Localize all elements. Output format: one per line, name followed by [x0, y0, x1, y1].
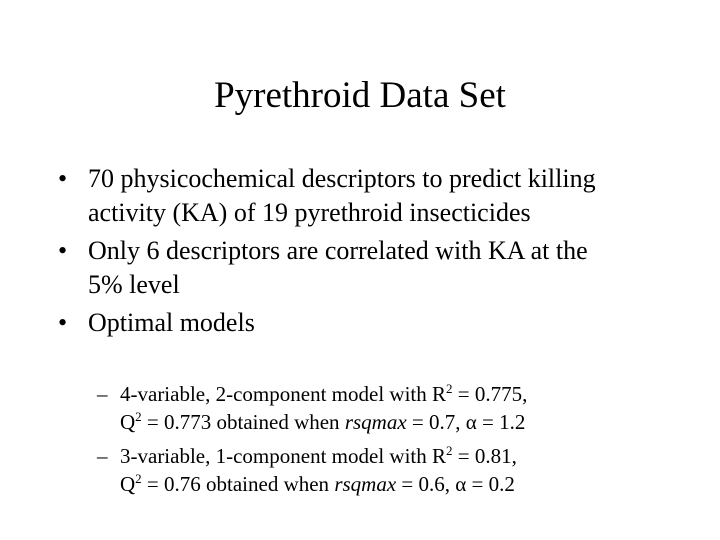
superscript: 2: [135, 409, 142, 424]
text-run: = 0.6,: [396, 472, 456, 496]
text-run: = 0.7,: [406, 410, 466, 434]
text-run: = 0.76 obtained when: [141, 472, 335, 496]
bullet-item-descriptors: [0, 162, 648, 230]
bullet-marker: •: [58, 164, 68, 193]
alpha-symbol: α: [465, 410, 477, 434]
bullet-item-correlated: [0, 234, 648, 302]
superscript: 2: [135, 471, 142, 486]
bullet-line: Optimal models: [88, 308, 255, 337]
alpha-symbol: α: [455, 472, 467, 496]
text-run: 3-variable, 1-component model with R: [120, 444, 447, 468]
sub-bullet-line: [120, 470, 720, 498]
text-run: = 0.2: [466, 472, 515, 496]
text-run: = 0.81,: [452, 444, 517, 468]
bullet-line: Only 6 descriptors are correlated with KA at the: [88, 236, 588, 265]
italic-term: rsqmax: [344, 410, 407, 434]
text-run: = 0.773 obtained when: [141, 410, 345, 434]
bullet-list: [0, 162, 720, 496]
text-run: Q: [120, 410, 136, 434]
bullet-marker: •: [58, 308, 68, 337]
bullet-line: 5% level: [88, 270, 180, 299]
sub-bullet-marker: –: [97, 382, 108, 406]
sub-bullet-list: [0, 380, 720, 504]
text-run: 4-variable, 2-component model with R: [120, 382, 447, 406]
sub-bullet-item-4-variable: [0, 380, 720, 436]
sub-bullet-line: [120, 380, 720, 408]
superscript: 2: [446, 381, 453, 396]
sub-bullet-line: [120, 442, 720, 470]
superscript: 2: [446, 443, 453, 458]
text-run: Q: [120, 472, 136, 496]
sub-bullet-line: [120, 408, 720, 436]
bullet-item-optimal-models: [0, 306, 648, 340]
sub-bullet-item-3-variable: [0, 442, 720, 498]
slide-title: Pyrethroid Data Set: [214, 75, 506, 116]
italic-term: rsqmax: [334, 472, 397, 496]
bullet-line: activity (KA) of 19 pyrethroid insecticides: [88, 198, 531, 227]
sub-bullet-marker: –: [97, 444, 108, 468]
text-run: = 0.775,: [452, 382, 528, 406]
bullet-marker: •: [58, 236, 68, 265]
bullet-line: 70 physicochemical descriptors to predict killing: [88, 164, 596, 193]
text-run: = 1.2: [476, 410, 526, 434]
